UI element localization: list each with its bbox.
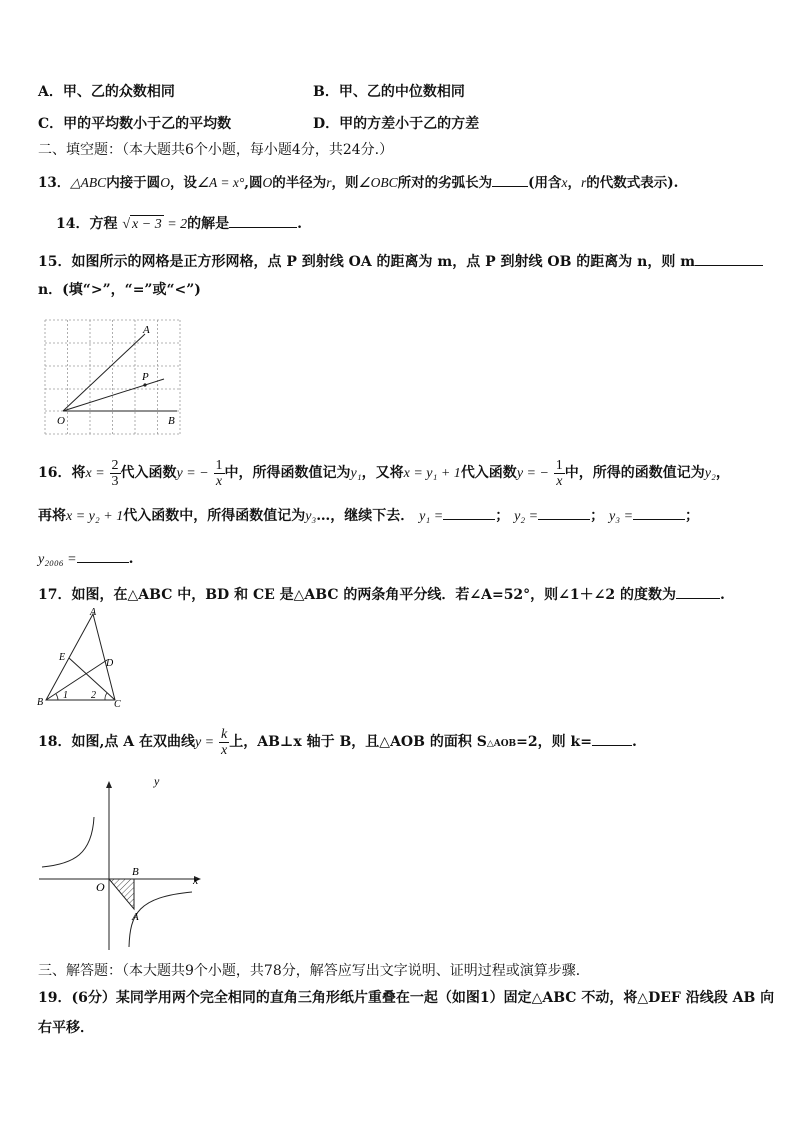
label-o: O — [96, 880, 105, 894]
label-b: B — [37, 697, 44, 708]
question-13: 13．△ABC内接于圆O，设∠A = x°,圆O的半径为r，则∠OBC所对的劣弧长为 (用含x，r的代数式表示). — [38, 172, 678, 192]
ray-oa — [63, 334, 145, 411]
choice-c: C．甲的平均数小于乙的平均数 — [38, 116, 232, 132]
grid-lines — [45, 320, 180, 434]
label-d: D — [106, 658, 114, 669]
answer-blank — [676, 584, 720, 599]
answer-blank — [77, 548, 129, 563]
point-p — [143, 383, 146, 386]
triangle-aob — [109, 879, 134, 909]
section-3-heading: 三、解答题：（本大题共9个小题，共78分，解答应写出文字说明、证明过程或演算步骤． — [38, 963, 590, 979]
question-17: 17．如图，在△ABC 中，BD 和 CE 是△ABC 的两条角平分线．若∠A=52°，则∠1＋∠2 的度数为 . — [38, 584, 725, 604]
question-15-line-1: 15．如图所示的网格是正方形网格，点 P 到射线 OA 的距离为 m，点 P 到射线 OB 的距离为 n，则 m — [38, 251, 763, 271]
hyperbola-branch-left — [42, 817, 94, 867]
triangle-figure — [34, 606, 129, 710]
question-19-line-1: 19．(6分）某同学用两个完全相同的直角三角形纸片重叠在一起（如图1）固定△ABC 不动，将△DEF 沿线段 AB 向 — [38, 990, 775, 1006]
question-16-line-2: 再将x = y₂ + 1代入函数中，所得函数值记为y₃…，继续下去． y₁ = ； y₂ = ； y₃ = ； — [38, 505, 699, 526]
label-angle-2: 2 — [91, 690, 96, 701]
choice-d: D．甲的方差小于乙的方差 — [313, 116, 480, 132]
answer-blank — [492, 172, 528, 187]
label-y: y — [154, 774, 160, 788]
label-p: P — [142, 371, 149, 383]
question-14: 14．方程 √ x − 3 = 2的解是 . — [56, 213, 302, 234]
answer-blank — [229, 213, 297, 228]
choice-b: B．甲、乙的中位数相同 — [313, 84, 465, 100]
sqrt-expression: √ x − 3 = 2 — [122, 217, 188, 232]
label-b: B — [168, 415, 175, 427]
answer-blank — [538, 505, 590, 520]
ray-op — [63, 379, 164, 411]
grid-figure — [40, 318, 185, 438]
angle-1-arc — [56, 694, 58, 700]
fraction-one-over-x: $\frac{1}{x}$ — [555, 457, 563, 489]
fraction-two-thirds: $\frac{2}{3}$ — [111, 457, 119, 489]
label-a: A — [132, 911, 139, 923]
answer-blank — [695, 251, 763, 266]
answer-blank — [443, 505, 495, 520]
fraction-one-over-x: $\frac{1}{x}$ — [215, 457, 223, 489]
label-o: O — [57, 415, 65, 427]
fraction-k-over-x: $\frac{k}{x}$ — [221, 726, 228, 758]
label-b: B — [132, 866, 139, 878]
section-2-heading: 二、填空题：（本大题共6个小题，每小题4分，共24分.） — [38, 142, 394, 158]
question-16-line-1: 16．将x = $\frac{2}{3}$ 代入函数y = − $\frac{1}{x}$ 中，所得函数值记为y₁，又将x = y₁ + 1代入函数y = − $\frac{1}{x}$ 中，所得的函数值记为y₂， — [38, 457, 730, 489]
label-c: C — [114, 699, 121, 710]
label-a: A — [143, 324, 150, 336]
y-axis-arrow — [106, 781, 112, 788]
bisector-bd — [46, 660, 107, 700]
label-a: A — [90, 607, 97, 618]
choice-a: A．甲、乙的众数相同 — [38, 84, 175, 100]
question-15-line-2: n．(填“>”，“=”或“<”) — [38, 282, 201, 298]
triangle-abc — [46, 614, 115, 700]
label-angle-1: 1 — [63, 690, 68, 701]
answer-blank — [633, 505, 685, 520]
answer-blank — [592, 731, 632, 746]
hyperbola-figure — [34, 772, 209, 954]
label-x: x — [193, 873, 199, 887]
question-18: 18．如图,点 A 在双曲线y = $\frac{k}{x}$ 上，AB⊥x 轴于 B，且△AOB 的面积 S△AOB=2，则 k= . — [38, 726, 637, 758]
label-e: E — [59, 652, 66, 663]
angle-2-arc — [105, 693, 107, 700]
question-19-line-2: 右平移． — [38, 1020, 94, 1036]
question-16-line-3: y₂₀₀₆ = . — [38, 548, 134, 569]
